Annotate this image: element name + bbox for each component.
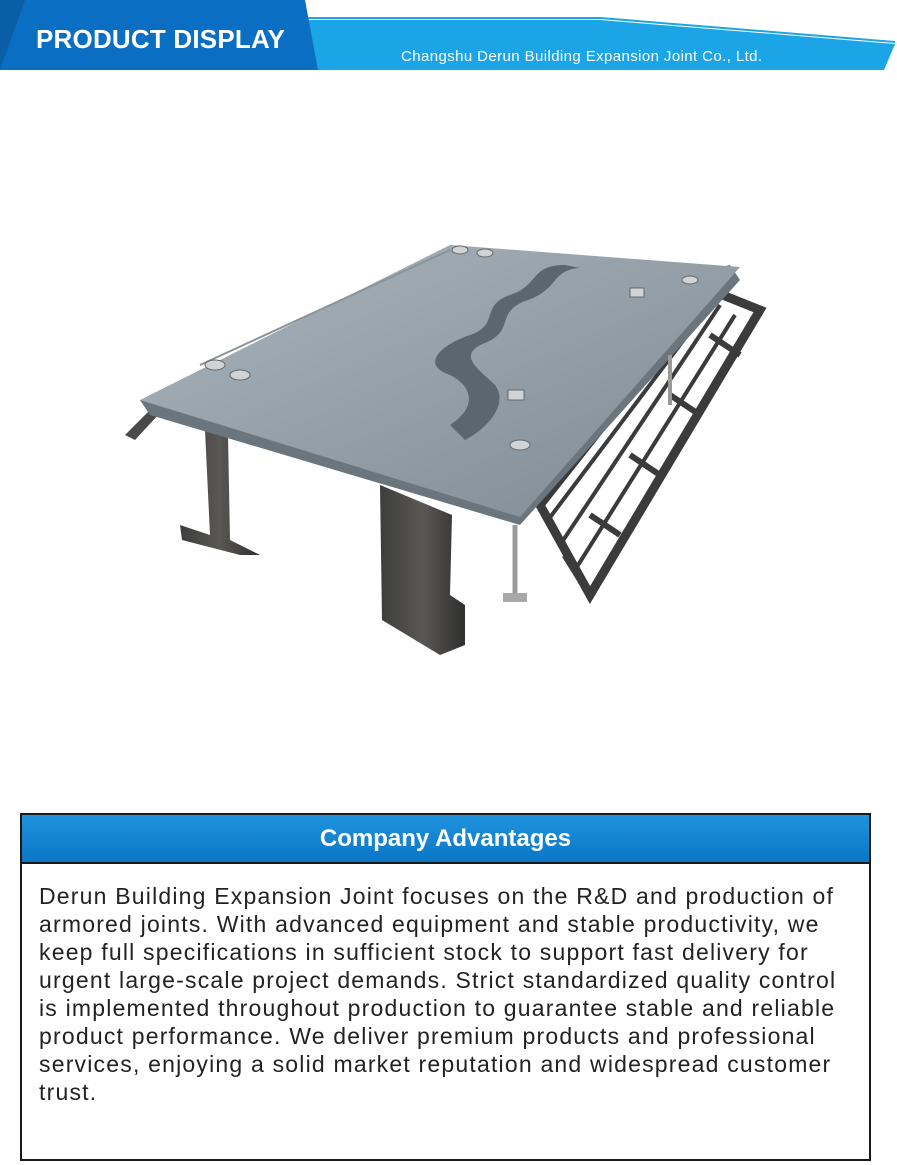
company-advantages-panel bbox=[20, 813, 871, 1161]
panel-title: Company Advantages bbox=[319, 824, 572, 852]
advantages-text: Derun Building Expansion Joint focuses on the R&D and production of armored joints. With advanced equipment and stable productivity, we keep full specifications in sufficient stock to support fast delivery for urgent large-scale project demands. Strict standardized quality control is implemented throughout production to guarantee stable and reliable product performance. We deliver premium products and professional services, enjoying a solid market reputation and widespread customer trust. bbox=[39, 883, 837, 1105]
page-title: PRODUCT DISPLAY bbox=[36, 24, 286, 54]
expansion-joint-illustration bbox=[120, 235, 770, 665]
product-image bbox=[120, 235, 770, 665]
company-name: Changshu Derun Building Expansion Joint Co., Ltd. bbox=[401, 48, 763, 65]
panel-header bbox=[22, 815, 869, 864]
header-banner bbox=[0, 0, 897, 72]
